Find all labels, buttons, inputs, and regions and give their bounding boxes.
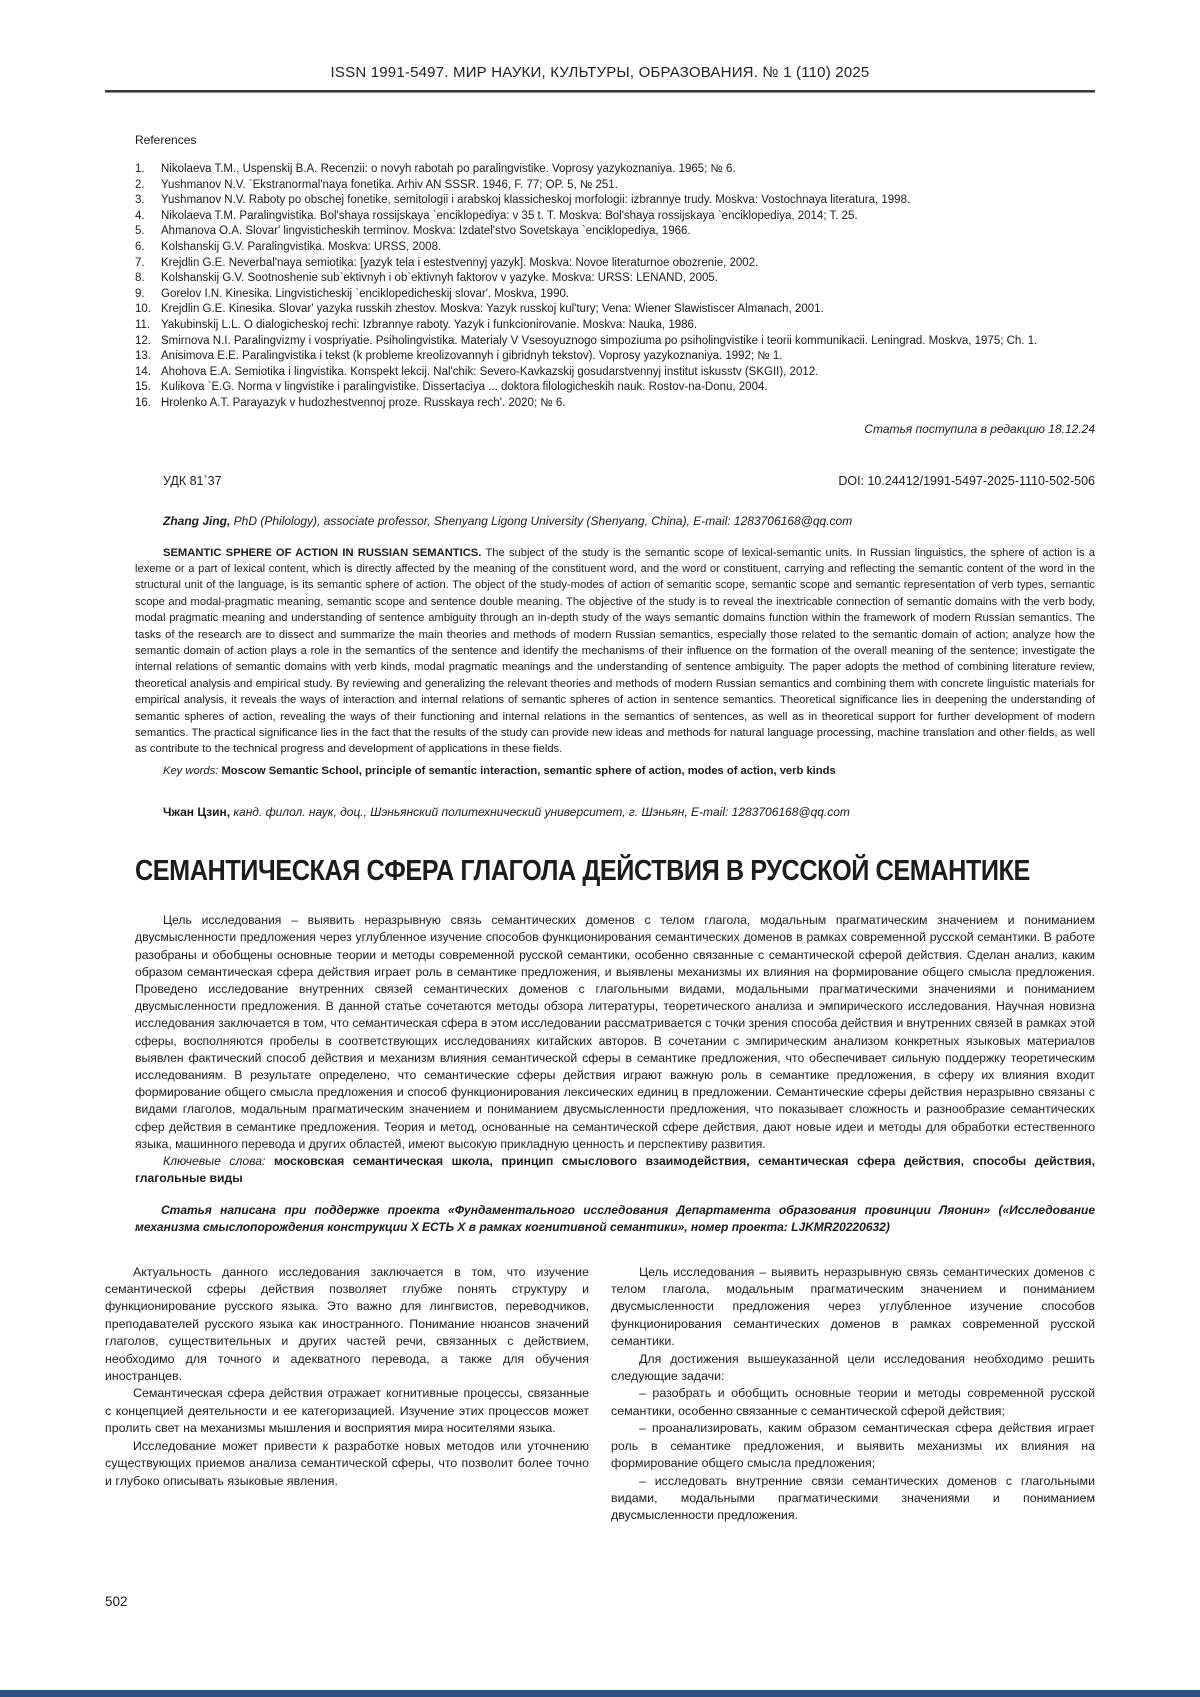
- reference-text: Kolshanskij G.V. Sootnoshenie sub`ektivnyh i ob`ektivnyh faktorov v yazyke. Moskva: URSS: LENAND, 2005.: [161, 272, 718, 285]
- reference-item: [135, 224, 1095, 240]
- reference-text: Anisimova E.E. Paralingvistika i tekst (k probleme kreolizovannyh i gibridnyh tekstov). Voprosy yazykoznaniya. 1992; № 1.: [161, 350, 783, 363]
- reference-number: 4.: [135, 209, 145, 222]
- reference-text: Krejdlin G.E. Neverbal'naya semiotika: [yazyk tela i estestvennyj yazyk]. Moskva: Novoe literaturnoe obozrenie, 2002.: [161, 256, 759, 269]
- page-number: 502: [105, 1594, 128, 1609]
- reference-text: Ahohova E.A. Semiotika i lingvistika. Konspekt lekcij. Nal'chik: Severo-Kavkazskij gosudarstvennyj institut iskusstv (SKGII), 2012.: [161, 365, 819, 378]
- reference-text: Ahmanova O.A. Slovar' lingvisticheskih terminov. Moskva: Izdatel'stvo Sovetskaya `enciklopediya, 1966.: [161, 225, 691, 238]
- reference-text: Nikolaeva T.M., Uspenskij B.A. Recenzii: o novyh rabotah po paralingvistike. Voprosy yazykoznaniya. 1965; № 6.: [161, 163, 736, 175]
- reference-number: 15.: [135, 381, 151, 394]
- author-ru-line: [135, 805, 1095, 819]
- reference-number: 7.: [135, 256, 145, 269]
- header-rule: [105, 90, 1095, 93]
- article-title: [135, 851, 1095, 888]
- reference-number: 10.: [135, 303, 151, 316]
- received-note: Статья поступила в редакцию 18.12.24: [864, 421, 1095, 436]
- reference-item: [135, 178, 1095, 194]
- journal-header: ISSN 1991-5497. МИР НАУКИ, КУЛЬТУРЫ, ОБРАЗОВАНИЯ. № 1 (110) 2025: [330, 64, 870, 81]
- reference-item: [135, 380, 1095, 396]
- body-paragraph: Исследование может привести к разработке новых методов или уточнению существующих приемов анализа семантической сферы, что позволит более точно и глубоко описывать языковые явления.: [105, 1438, 589, 1488]
- reference-text: Yushmanov N.V. Raboty po obschej fonetike, semitologii i arabskoj klassicheskoj morfologii: izbrannye trudy. Moskva: Vostochnaya literatura, 1998.: [161, 194, 911, 207]
- reference-number: 3.: [135, 194, 145, 207]
- reference-text: Yushmanov N.V. `Ekstranormal'naya fonetika. Arhiv AN SSSR. 1946, F. 77; OP. 5, № 251.: [161, 178, 618, 191]
- author-en-name: Zhang Jing,: [163, 513, 231, 528]
- references-heading: References: [135, 133, 197, 147]
- bottom-edge-bar: [0, 1690, 1200, 1697]
- author-en-line: [135, 514, 1095, 528]
- reference-item: [135, 365, 1095, 381]
- keywords-ru-text: московская семантическая школа, принцип смыслового взаимодействия, семантическая сфера действия, способы действия, глагольные виды: [135, 1154, 1095, 1186]
- keywords-ru: [135, 1153, 1095, 1187]
- reference-text: Gorelov I.N. Kinesika. Lingvisticheskij `enciklopedicheskij slovar'. Moskva, 1990.: [161, 287, 570, 300]
- abstract-en: [135, 545, 1095, 758]
- reference-item: [135, 193, 1095, 209]
- reference-item: [135, 287, 1095, 303]
- reference-number: 5.: [135, 225, 145, 238]
- right-column: [611, 1264, 1095, 1525]
- keywords-en: [135, 763, 1095, 779]
- reference-text: Kulikova `E.G. Norma v lingvistike i paralingvistike. Dissertaciya ... doktora filologicheskih nauk. Rostov-na-Donu, 2004.: [161, 381, 768, 394]
- doi-label: DOI: 10.24412/1991-5497-2025-1110-502-506: [838, 473, 1095, 488]
- reference-number: 11.: [135, 318, 151, 331]
- reference-text: Hrolenko A.T. Parayazyk v hudozhestvennoj proze. Russkaya rech'. 2020; № 6.: [161, 396, 566, 409]
- reference-item: [135, 271, 1095, 287]
- reference-number: 9.: [135, 287, 145, 300]
- reference-text: Nikolaeva T.M. Paralingvistika. Bol'shaya rossijskaya `enciklopediya: v 35 t. T. Moskva: Bol'shaya rossijskaya `enciklopediya, 2014; T. 25.: [161, 209, 858, 222]
- body-columns: [105, 1264, 1095, 1525]
- reference-item: [135, 256, 1095, 272]
- reference-item: [135, 162, 1095, 178]
- abstract-en-title: SEMANTIC SPHERE OF ACTION IN RUSSIAN SEMANTICS.: [163, 546, 482, 559]
- abstract-ru: Цель исследования – выявить неразрывную связь семантических доменов с телом глагола, модальным прагматическим значением и пониманием двусмысленности предложения через углубленное изучение способов функционирования семантических доменов в рамках современной русской семантики. В работе разобраны и обобщены основные теории и методы современной русской семантики, особенно связанные с семантической сферой действия. Сделан анализ, каким образом семантическая сфера действия играет роль в семантике предложения, и выявлены механизмы их влияния на формирование общего смысла предложения. Проведено исследование внутренних связей семантических доменов с глагольными видами, модальными прагматическими значениями и пониманием двусмысленности предложения. В данной статье сочетаются методы обзора литературы, теоретического анализа и эмпирического исследования. Научная новизна исследования заключается в том, что семантическая сфера в этом исследовании рассматривается с точки зрения способа действия и внутренних связей в рамках этой сферы, восполняются пробелы в соответствующих исследованиях китайских авторов. В сочетании с эмпирическим анализом конкретных языковых материалов выявлен фактический способ действия и механизм влияния семантической сферы в семантике предложения, что обеспечивает сильную поддержку теоретическим исследованиям. В результате определено, что семантические сферы действия играют важную роль в семантике предложения, в сферу их влияния входит формирование общего смысла предложения и способ функционирования лексических единиц в предложении. Семантические сферы действия неразрывно связаны с видами глаголов, модальным прагматическим значением и пониманием двусмысленности предложения, что показывает сложность и разнообразие семантических сфер действия в семантике предложения. Теория и метод, основанные на семантической сфере действия, дают новые идеи и методы для обработки естественного языка, машинного перевода и других областей, имеют высокую прикладную ценность и перспективу развития.: [135, 913, 1095, 1151]
- reference-text: Kolshanskij G.V. Paralingvistika. Moskva: URSS, 2008.: [161, 240, 442, 253]
- body-paragraph: – исследовать внутренние связи семантических доменов с глагольными видами, модальными прагматическими значениями и пониманием двусмысленности предложения.: [611, 1473, 1095, 1523]
- references-list: [135, 162, 1095, 412]
- reference-text: Krejdlin G.E. Kinesika. Slovar' yazyka russkih zhestov. Moskva: Yazyk russkoj kul'tury; Vena: Wiener Slawistiscer Almanach, 2001.: [161, 303, 824, 316]
- udk-label: УДК 81`37: [163, 473, 222, 488]
- reference-item: [135, 302, 1095, 318]
- reference-item: [135, 396, 1095, 412]
- reference-number: 1.: [135, 163, 145, 175]
- keywords-ru-label: Ключевые слова:: [163, 1154, 274, 1169]
- reference-number: 2.: [135, 178, 145, 191]
- abstract-en-body: The subject of the study is the semantic scope of lexical-semantic units. In Russian linguistics, the sphere of action is a lexeme or a part of lexical content, which is directly affected by the meaning of the constituent word, and the word or constituent, carrying and reflecting the semantic content of the word in the structural unit of the language, is its semantic sphere of action. The object of the study-modes of action of semantic scope, semantic scope and semantic representation of verb types, semantic scope and modal-pragmatic meaning, semantic scope and sentence double meaning. The objective of the study is to reveal the inextricable connection of semantic domains with the verb body, modal pragmatic meaning and understanding of sentence ambiguity through an in-depth study of the ways semantic domains function within the framework of modern Russian semantics. The tasks of the research are to dissect and summarize the main theories and methods of modern Russian semantics, especially those related to the semantic domain of action; analyze how the semantic domain of action plays a role in the semantics of the sentence and identify the mechanisms of their influence on the formation of the overall meaning of the sentence; investigate the internal relations of semantic domains with verb kinds, modal pragmatic meanings and the understanding of sentence ambiguity. The paper adopts the method of combining literature review, theoretical analysis and empirical study. By reviewing and generalizing the relevant theories and methods of modern Russian semantics and combining them with concrete linguistic materials for empirical analysis, it reveals the ways of interaction and internal relations of semantic spheres of action in sentence semantics. Theoretical significance lies in deepening the understanding of semantic spheres of action, revealing the ways of their functioning and internal relations in the semantics of sentences, as well as in theoretical support for further development of modern semantics. The practical significance lies in the fact that the results of the study can provide new ideas and methods for natural language processing, machine translation and other fields, as well as contribute to the technical progress and development of applications in these fields.: [135, 546, 1095, 756]
- body-paragraph: Актуальность данного исследования заключается в том, что изучение семантической сферы действия позволяет глубже понять структуру и функционирование русского языка. Это важно для лингвистов, переводчиков, преподавателей русского языка как иностранного. Понимание нюансов значений глаголов, существительных и других частей речи, связанных с действием, необходимо для точного и адекватного перевода, а также для обучения иностранцев.: [105, 1264, 589, 1384]
- reference-number: 6.: [135, 240, 145, 253]
- reference-number: 13.: [135, 350, 151, 363]
- author-ru-details: канд. филол. наук, доц., Шэньянский политехнический университет, г. Шэньян, E-mail: 1283706168@qq.com: [230, 805, 850, 820]
- reference-item: [135, 209, 1095, 225]
- reference-item: [135, 334, 1095, 350]
- body-paragraph: Для достижения вышеуказанной цели исследования необходимо решить следующие задачи:: [611, 1351, 1095, 1384]
- reference-number: 8.: [135, 272, 145, 285]
- reference-text: Yakubinskij L.L. O dialogicheskoj rechi: Izbrannye raboty. Yazyk i funkcionirovanie. Moskva: Nauka, 1986.: [161, 318, 698, 331]
- body-paragraph: – разобрать и обобщить основные теории и методы современной русской семантики, особенно связанные с семантической сферой действия;: [611, 1386, 1095, 1418]
- reference-item: [135, 240, 1095, 256]
- body-paragraph: Цель исследования – выявить неразрывную связь семантических доменов с телом глагола, модальным прагматическим значением и пониманием двусмысленности предложения через углубленное изучение способов функционирования семантических доменов в рамках современной русской семантики.: [611, 1264, 1095, 1349]
- reference-text: Smirnova N.I. Paralingvizmy i vospriyatie. Psiholingvistika. Materialy V Vsesoyuznogo simpoziuma po psiholingvistike i teorii kommunikacii. Leningrad. Moskva, 1975; Ch. 1.: [161, 334, 1038, 347]
- reference-number: 12.: [135, 334, 151, 347]
- article-title-text: СЕМАНТИЧЕСКАЯ СФЕРА ГЛАГОЛА ДЕЙСТВИЯ В РУССКОЙ СЕМАНТИКЕ: [135, 855, 1030, 888]
- reference-item: [135, 349, 1095, 365]
- author-en-details: PhD (Philology), associate professor, Shenyang Ligong University (Shenyang, China), E-mail: 1283706168@qq.com: [230, 513, 853, 528]
- reference-number: 16.: [135, 396, 151, 409]
- keywords-en-label: Key words:: [163, 764, 222, 777]
- body-paragraph: Семантическая сфера действия отражает когнитивные процессы, связанные с концепцией деятельности и ее категоризацией. Изучение этих процессов может пролить свет на механизмы мышления и восприятия мира носителями языка.: [105, 1386, 589, 1436]
- reference-number: 14.: [135, 365, 151, 378]
- author-ru-name: Чжан Цзин,: [163, 805, 231, 820]
- keywords-en-text: Moscow Semantic School, principle of semantic interaction, semantic sphere of action, modes of action, verb kinds: [221, 764, 836, 777]
- left-column: [105, 1264, 589, 1525]
- body-paragraph: – проанализировать, каким образом семантическая сфера действия играет роль в семантике предложения, и выявить механизмы их влияния на формирование общего смысла предложения;: [611, 1421, 1095, 1471]
- funding-note: Статья написана при поддержке проекта «Фундаментального исследования Департамента образования провинции Ляонин» («Исследование механизма смыслопорождения конструкции Х ЕСТЬ Х в рамках когнитивной семантики», номер проекта: LJKMR20220632): [135, 1203, 1095, 1235]
- meta-row: [135, 474, 1095, 488]
- reference-item: [135, 318, 1095, 334]
